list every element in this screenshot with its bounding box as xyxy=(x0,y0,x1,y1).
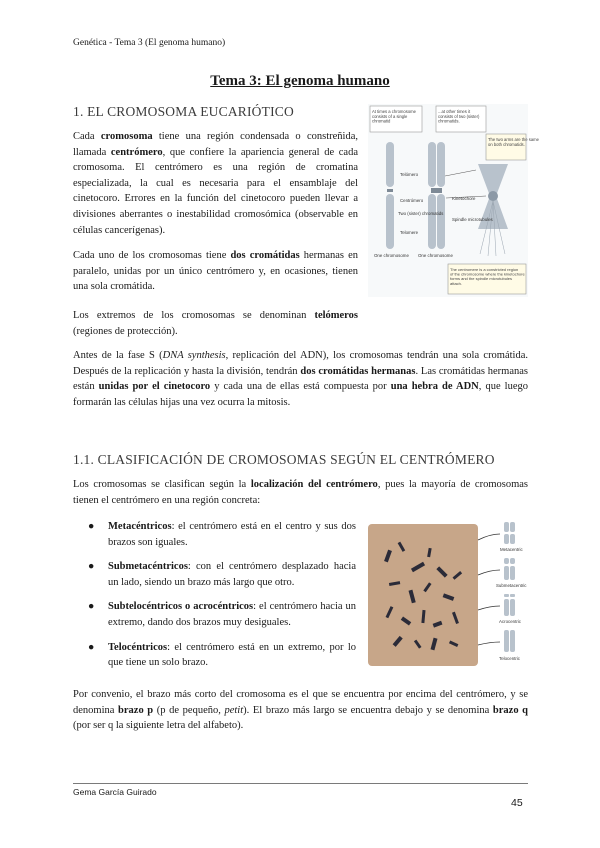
label-acrocentric: Acrocentric xyxy=(499,619,521,624)
single-chromatid-upper xyxy=(386,142,394,187)
single-chromatid-lower xyxy=(386,194,394,249)
list-item-telocentricos: ● Telocéntricos: el centrómero está en un extremo, por lo que tiene un solo brazo. xyxy=(88,641,356,669)
list-item-text: Telocéntricos: el centrómero está en un extremo, por lo que tiene un solo brazo. xyxy=(108,641,356,669)
label-telomere: Telómero xyxy=(400,172,419,177)
label-telocentric: Telocentric xyxy=(499,656,520,661)
list-item-metacentricos: ● Metacéntricos: el centrómero está en el centro y sus dos brazos son iguales. xyxy=(88,521,356,548)
label-kinetochore: Kinetochore xyxy=(452,196,476,201)
chromosome-types-list xyxy=(88,519,356,680)
paragraph-brazos-p-q: Por convenio, el brazo más corto del cromosoma es el que se encuentra por encima del centrómero, y se denomina brazo p (p de pequeño, petit). El brazo más largo se encuentra debajo y se denomina brazo q (por ser q la siguiente letra del alfabeto). xyxy=(73,689,529,732)
label-sister-chromatids: Two (sister) chromatids xyxy=(398,211,444,216)
note-box-right: The two arms are the same on both chromatids. xyxy=(488,137,539,147)
list-item-subtelocentricos: ● Subtelocéntricos o acrocéntricos: el centrómero hacia un extremo, dando dos brazos muy desiguales. xyxy=(88,601,356,628)
section-heading-1: 1. EL CROMOSOMA EUCARIÓTICO xyxy=(73,104,294,119)
footer-author: Gema García Guirado xyxy=(73,787,157,797)
paragraph-cromosoma: Cada cromosoma tiene una región condensada o constreñida, llamada centrómero, que confiere la apariencia general de cada cromosoma. El centrómero es una región de cromatina especializada, la cual es necesaria para el ensamblaje del cinetocoro. Errores en la función del cinetocoro pueden llevar a divisiones aberrantes o inestabilidad cromosómica (observable en células cancerígenas). xyxy=(73,131,358,236)
chromosome-types-figure xyxy=(366,520,528,670)
label-spindle: Spindle microtubules xyxy=(452,217,493,222)
karyotype-photo xyxy=(368,524,478,666)
label-submetacentric: Submetacentric xyxy=(496,583,527,588)
label-one-chromosome-a: One chromosome xyxy=(374,253,409,258)
paragraph-cromatidas: Cada uno de los cromosomas tiene dos cromátidas hermanas en paralelo, unidas por un único centrómero y, en ocasiones, tienen una sola cromátida. xyxy=(73,250,358,293)
note-top-right: ...at other times it consists of two (sister) chromatids. xyxy=(438,109,480,124)
paragraph-fase-s: Antes de la fase S (DNA synthesis, replicación del ADN), los cromosomas tendrán una sola cromátida. Después de la replicación y hasta la división, tendrán dos cromátidas hermanas. Las cromátidas hermanas están unidas por el cinetocoro y cada una de ellas está compuesta por una hebra de ADN, que luego formarán las células hijas una vez ocurra la mitosis. xyxy=(73,350,529,408)
page-number: 45 xyxy=(511,797,523,809)
chromosome-structure-figure xyxy=(368,104,539,297)
page-title: Tema 3: El genoma humano xyxy=(210,73,390,89)
list-item-text: Subtelocéntricos o acrocéntricos: el centrómero hacia un extremo, dando dos brazos muy desiguales. xyxy=(108,601,356,628)
label-telomere-2: Telomere xyxy=(400,230,419,235)
label-one-chromosome-b: One chromosome xyxy=(418,253,453,258)
list-item-submetacentricos: ● Submetacéntricos: con el centrómero desplazado hacia un lado, siendo un brazo más largo que otro. xyxy=(88,561,356,588)
running-head: Genética - Tema 3 (El genoma humano) xyxy=(73,38,226,48)
centromere-mark xyxy=(431,188,442,193)
label-centromere: Centrómero xyxy=(400,198,424,203)
paragraph-clasificacion-intro: Los cromosomas se clasifican según la localización del centrómero, pues la mayoría de cromosomas tienen el centrómero en una región concreta: xyxy=(73,479,528,506)
section-heading-1-1: 1.1. CLASIFICACIÓN DE CROMOSOMAS SEGÚN EL CENTRÓMERO xyxy=(73,452,495,467)
list-item-text: Submetacéntricos: con el centrómero desplazado hacia un lado, siendo un brazo más largo que otro. xyxy=(108,561,356,588)
label-metacentric: Metacentric xyxy=(500,547,523,552)
paragraph-telomeros: Los extremos de los cromosomas se denominan telómeros (regiones de protección). xyxy=(73,310,358,337)
list-item-text: Metacéntricos: el centrómero está en el centro y sus dos brazos son iguales. xyxy=(108,521,356,548)
kinetochore-mark xyxy=(488,191,498,201)
note-top-left: At times a chromosome consists of a single chromatid xyxy=(372,109,416,124)
footer-rule xyxy=(73,783,528,784)
figure-caption-box: The centromere is a constricted region of the chromosome where the kinetochore forms and the spindle microtubules attach. xyxy=(450,267,525,286)
